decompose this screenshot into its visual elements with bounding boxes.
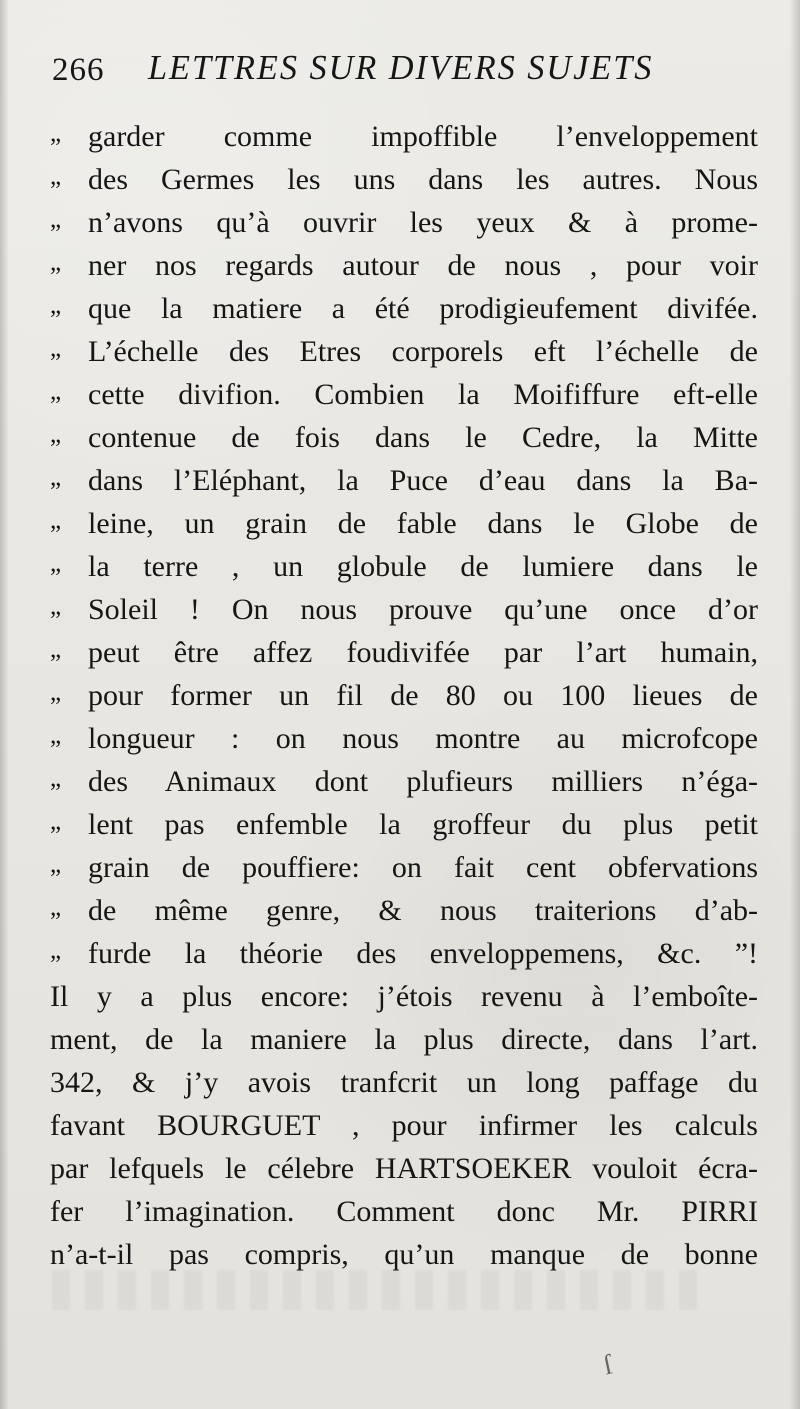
line-text: L’échelle des Etres corporels eft l’échelle de: [88, 335, 758, 368]
line-text: des Animaux dont plufieurs milliers n’éga-: [88, 765, 758, 798]
text-line: [42, 245, 758, 288]
text-line: [42, 331, 758, 374]
line-text: leine, un grain de fable dans le Globe de: [88, 507, 758, 540]
page-bottom-mark: ſ: [600, 1349, 615, 1382]
line-text: de même genre, & nous traiterions d’ab-: [88, 894, 758, 927]
text-line: [42, 159, 758, 202]
line-text: pour former un fil de 80 ou 100 lieues de: [88, 679, 758, 712]
quotation-mark: „: [50, 335, 62, 362]
line-text: longueur : on nous montre au microfcope: [88, 722, 758, 755]
quotation-mark: „: [50, 636, 62, 663]
text-line: [42, 632, 758, 675]
left-page-shadow: [0, 0, 8, 1409]
quotation-mark: „: [50, 722, 62, 749]
text-line: [42, 933, 758, 976]
quotation-mark: „: [50, 808, 62, 835]
line-text: fer l’imagination. Comment donc Mr. PIRRI: [50, 1195, 758, 1228]
quotation-mark: „: [50, 163, 62, 190]
line-text: par lefquels le célebre HARTSOEKER vouloit écra-: [50, 1152, 758, 1185]
text-line: [42, 589, 758, 632]
text-line: [42, 116, 758, 159]
quotation-mark: „: [50, 507, 62, 534]
quotation-mark: „: [50, 421, 62, 448]
text-line: [42, 202, 758, 245]
quotation-mark: „: [50, 765, 62, 792]
line-text: ment, de la maniere la plus directe, dans l’art.: [50, 1023, 758, 1056]
text-line: [42, 374, 758, 417]
quotation-mark: „: [50, 120, 62, 147]
line-text: grain de pouffiere: on fait cent obfervations: [88, 851, 758, 884]
text-line: [42, 1148, 758, 1191]
quotation-mark: „: [50, 894, 62, 921]
line-text: furde la théorie des enveloppemens, &c. ”!: [88, 937, 758, 970]
line-text: contenue de fois dans le Cedre, la Mitte: [88, 421, 758, 454]
quotation-mark: „: [50, 550, 62, 577]
line-text: Soleil ! On nous prouve qu’une once d’or: [88, 593, 758, 626]
line-text: la terre , un globule de lumiere dans le: [88, 550, 758, 583]
line-text: n’avons qu’à ouvrir les yeux & à prome-: [88, 206, 758, 239]
text-line: [42, 976, 758, 1019]
line-text: dans l’Eléphant, la Puce d’eau dans la Ba-: [88, 464, 758, 497]
line-text: cette divifion. Combien la Moififfure eft-elle: [88, 378, 758, 411]
text-line: [42, 1105, 758, 1148]
quotation-mark: „: [50, 206, 62, 233]
line-text: que la matiere a été prodigieufement divifée.: [88, 292, 758, 325]
text-line: [42, 288, 758, 331]
line-text: 342, & j’y avois tranfcrit un long paffage du: [50, 1066, 758, 1099]
line-text: des Germes les uns dans les autres. Nous: [88, 163, 758, 196]
page-number: 266: [52, 52, 105, 88]
text-line: [42, 718, 758, 761]
line-text: n’a-t-il pas compris, qu’un manque de bonne: [50, 1238, 758, 1271]
line-text: garder comme impoffible l’enveloppement: [88, 120, 758, 153]
text-line: [42, 1191, 758, 1234]
line-text: lent pas enfemble la groffeur du plus petit: [88, 808, 758, 841]
quotation-mark: „: [50, 378, 62, 405]
text-line: [42, 503, 758, 546]
main-text-block: [42, 116, 758, 1277]
quotation-mark: „: [50, 292, 62, 319]
quotation-mark: „: [50, 249, 62, 276]
text-line: [42, 675, 758, 718]
text-line: [42, 804, 758, 847]
line-text: Il y a plus encore: j’étois revenu à l’emboîte-: [50, 980, 758, 1013]
quotation-mark: „: [50, 464, 62, 491]
text-line: [42, 890, 758, 933]
text-line: [42, 1062, 758, 1105]
running-head: LETTRES SUR DIVERS SUJETS: [148, 48, 654, 87]
text-line: [42, 460, 758, 503]
quotation-mark: „: [50, 679, 62, 706]
text-line: [42, 417, 758, 460]
line-text: ner nos regards autour de nous , pour voir: [88, 249, 758, 282]
quotation-mark: „: [50, 593, 62, 620]
quotation-mark: „: [50, 937, 62, 964]
line-text: peut être affez foudivifée par l’art humain,: [88, 636, 758, 669]
text-line: [42, 761, 758, 804]
text-line: [42, 1019, 758, 1062]
text-line: [42, 847, 758, 890]
line-text: favant BOURGUET , pour infirmer les calculs: [50, 1109, 758, 1142]
page-header: [52, 38, 752, 98]
text-line: [42, 546, 758, 589]
bleed-through-ink: [52, 1270, 712, 1310]
right-page-shadow: [790, 0, 800, 1409]
quotation-mark: „: [50, 851, 62, 878]
